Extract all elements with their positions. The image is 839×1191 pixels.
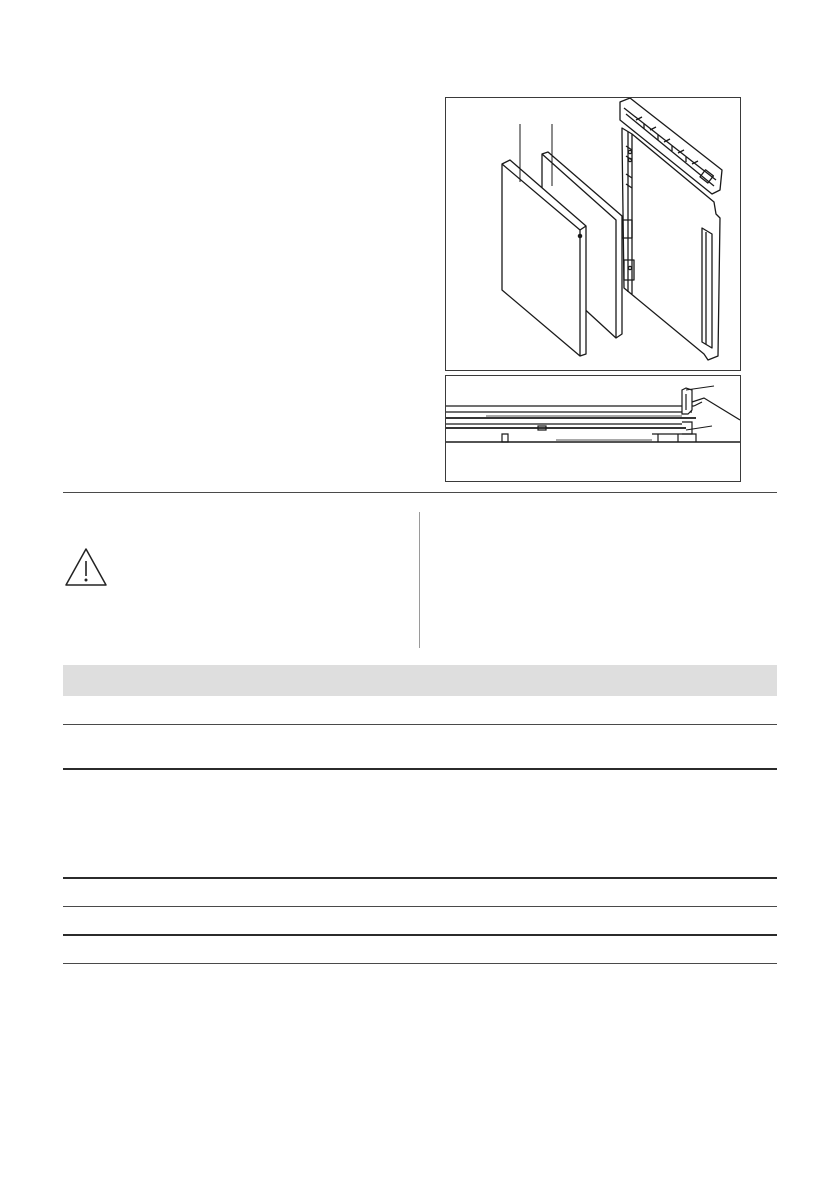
table-row-rule	[63, 934, 777, 936]
door-glass-panels-drawing	[446, 98, 740, 370]
table-row-rule	[63, 906, 777, 907]
table-header-band	[63, 665, 777, 696]
warning-triangle-glyph	[64, 547, 108, 587]
exploded-door-figure	[445, 97, 741, 371]
table-row-rule	[63, 724, 777, 725]
column-divider	[419, 512, 420, 648]
table-row-rule	[63, 877, 777, 879]
door-trim-detail-figure	[445, 375, 741, 482]
table-row-rule	[63, 963, 777, 964]
table-row-rule	[63, 768, 777, 770]
warning-triangle-icon	[64, 547, 108, 587]
section-divider	[63, 492, 777, 493]
door-trim-section-drawing	[446, 376, 740, 481]
